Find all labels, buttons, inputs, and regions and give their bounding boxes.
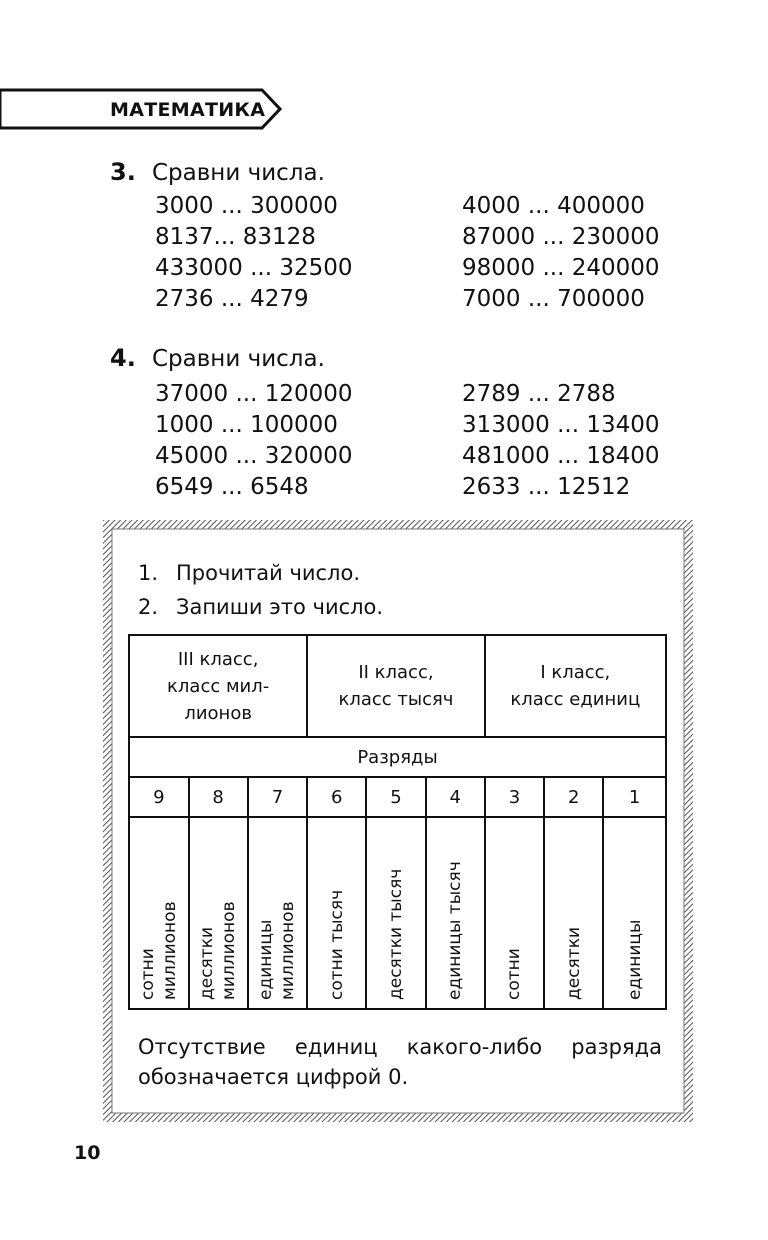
- class-desc: класс единиц: [510, 689, 641, 710]
- comparison-item: 45000 ... 320000: [155, 443, 353, 469]
- task-title: Сравни числа.: [152, 346, 325, 372]
- rule-number: 1.: [138, 561, 159, 585]
- rule-item: [138, 561, 360, 585]
- ranks-label: Разряды: [129, 737, 666, 777]
- task-3-heading: [110, 158, 325, 186]
- comparison-item: 2633 ... 12512: [462, 474, 631, 500]
- place-value-table: [128, 634, 667, 1010]
- rank-name: десятки: [563, 926, 584, 1000]
- class-millions-cell: [129, 635, 307, 737]
- comparison-item: 4000 ... 400000: [462, 193, 645, 219]
- rule-number: 2.: [138, 595, 159, 619]
- task-3-right-column: [462, 191, 660, 315]
- class-name: III класс,: [177, 648, 259, 670]
- section-title: МАТЕМАТИКА: [110, 99, 266, 121]
- digit-cell: 6: [307, 777, 366, 817]
- rank-name-cell: [307, 817, 366, 1009]
- comparison-item: 7000 ... 700000: [462, 286, 645, 312]
- rank-name: десятки тысяч: [385, 868, 406, 1000]
- rank-name: единицы миллионов: [256, 901, 299, 1000]
- rank-name: сотни: [504, 948, 525, 1000]
- digit-cell: 9: [129, 777, 189, 817]
- rank-name-cell: [544, 817, 603, 1009]
- rank-name-cell: [248, 817, 308, 1009]
- comparison-item: 37000 ... 120000: [155, 381, 353, 407]
- page-number: 10: [74, 1142, 101, 1164]
- rank-name-cell: [366, 817, 426, 1009]
- comparison-item: 2789 ... 2788: [462, 381, 616, 407]
- task-3-left-column: [155, 191, 353, 315]
- comparison-item: 313000 ... 13400: [462, 412, 660, 438]
- task-number: 3.: [110, 158, 136, 186]
- rank-name: единицы: [624, 919, 645, 1000]
- rank-name-cell: [426, 817, 485, 1009]
- comparison-item: 3000 ... 300000: [155, 193, 338, 219]
- rank-name: сотни тысяч: [326, 889, 347, 1000]
- class-desc: лионов: [184, 702, 252, 724]
- comparison-item: 98000 ... 240000: [462, 255, 660, 281]
- task-4-heading: [110, 344, 325, 372]
- class-units-cell: [485, 635, 666, 737]
- rank-name: единицы тысяч: [445, 861, 466, 1000]
- task-4-right-column: [462, 379, 660, 503]
- task-number: 4.: [110, 344, 136, 372]
- comparison-item: 2736 ... 4279: [155, 286, 309, 312]
- digit-cell: 2: [544, 777, 603, 817]
- comparison-item: 8137... 83128: [155, 224, 316, 250]
- rule-item: [138, 595, 383, 619]
- comparison-item: 6549 ... 6548: [155, 474, 309, 500]
- task-title: Сравни числа.: [152, 160, 325, 186]
- class-name: II класс,: [358, 662, 434, 683]
- digit-cell: 7: [248, 777, 308, 817]
- class-desc: класс тысяч: [338, 689, 454, 710]
- digit-cell: 4: [426, 777, 485, 817]
- class-name: I класс,: [540, 662, 611, 683]
- task-4-left-column: [155, 379, 353, 503]
- class-desc: класс мил-: [167, 675, 270, 697]
- rule-text: Прочитай число.: [176, 561, 360, 585]
- rank-name-cell: [189, 817, 248, 1009]
- rank-name: десятки миллионов: [197, 901, 240, 1000]
- rule-text: Запиши это число.: [176, 595, 384, 619]
- digit-cell: 3: [485, 777, 545, 817]
- comparison-item: 433000 ... 32500: [155, 255, 353, 281]
- rank-name-cell: [129, 817, 189, 1009]
- comparison-item: 1000 ... 100000: [155, 412, 338, 438]
- class-thousands-cell: [307, 635, 484, 737]
- zero-note: Отсутствие единиц какого-либо разряда обозначается цифрой 0.: [138, 1035, 662, 1089]
- digit-cell: 8: [189, 777, 248, 817]
- comparison-item: 87000 ... 230000: [462, 224, 660, 250]
- comparison-item: 481000 ... 18400: [462, 443, 660, 469]
- digit-cell: 1: [603, 777, 666, 817]
- rank-name-cell: [485, 817, 545, 1009]
- rank-name: сотни миллионов: [137, 901, 180, 1000]
- rank-name-cell: [603, 817, 666, 1009]
- digit-cell: 5: [366, 777, 426, 817]
